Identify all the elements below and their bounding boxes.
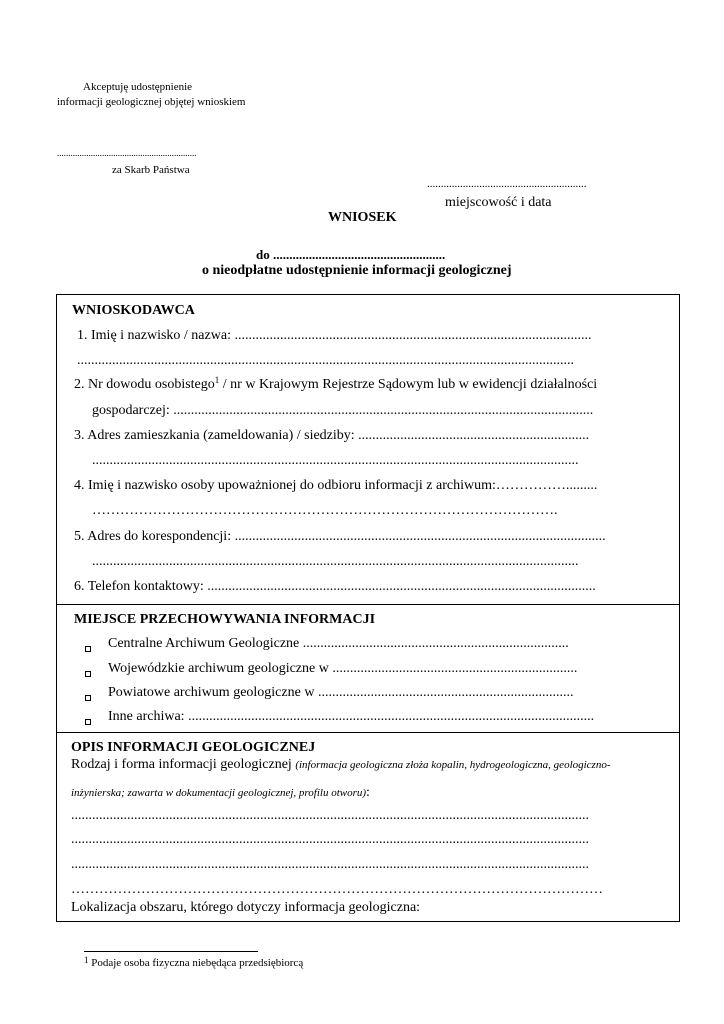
kind-form-line-3[interactable]: ....................................................................................................................................................	[71, 857, 589, 872]
checkbox-county-archive[interactable]	[85, 689, 91, 707]
authorized-person-field[interactable]: 4. Imię i nazwisko osoby upoważnionej do odbioru informacji z archiwum:…………….........	[74, 478, 598, 493]
footnote	[84, 957, 303, 969]
id-number-field[interactable]: gospodarczej: ........................................................................................................................	[92, 403, 594, 418]
description-section	[56, 732, 680, 922]
county-archive-option: Powiatowe archiwum geologiczne w .........................................................................	[108, 685, 574, 700]
address-field[interactable]: 3. Adres zamieszkania (zameldowania) / siedziby: ..................................................................	[74, 428, 590, 443]
checkbox-central-archive[interactable]	[85, 640, 91, 658]
treasury-label: za Skarb Państwa	[112, 164, 190, 176]
accept-line-1: Akceptuję udostępnienie	[83, 81, 193, 93]
place-date-field[interactable]: ..........................................................	[427, 178, 587, 190]
footnote-text: Podaje osoba fizyczna niebędąca przedsiębiorcą	[88, 957, 304, 969]
checkbox-voivodeship-archive[interactable]	[85, 665, 91, 683]
kind-form-line-4[interactable]: ……………………………………………………………………………………………………	[71, 882, 603, 897]
recipient-field[interactable]: do .....................................................	[256, 247, 446, 262]
address-field-continued[interactable]: ...........................................................................................................................................	[92, 453, 579, 468]
central-archive-option: Centralne Archiwum Geologiczne ............................................................................	[108, 636, 569, 651]
footnote-mark: 1	[84, 955, 89, 965]
authorized-person-field-continued[interactable]: ……………………………………………………………………………………….	[92, 503, 558, 518]
correspondence-address-field[interactable]: 5. Adres do korespondencji: ..........................................................................................................	[74, 529, 606, 544]
phone-field[interactable]: 6. Telefon kontaktowy: ...............................................................................................................	[74, 579, 596, 594]
correspondence-address-field-continued[interactable]: ...........................................................................................................................................	[92, 554, 579, 569]
name-field[interactable]: 1. Imię i nazwisko / nazwa: ......................................................................................................	[77, 328, 592, 343]
kind-form-line-2[interactable]: ....................................................................................................................................................	[71, 832, 589, 847]
document-title: WNIOSEK	[328, 210, 397, 225]
storage-heading: MIEJSCE PRZECHOWYWANIA INFORMACJI	[74, 612, 376, 627]
voivodeship-archive-option: Wojewódzkie archiwum geologiczne w ......................................................................	[108, 661, 578, 676]
id-number-label: 2. Nr dowodu osobistego$^1$ / nr w Krajowym Rejestrze Sądowym lub w ewidencji działalności	[74, 375, 598, 392]
kind-form-label: Rodzaj i forma informacji geologicznej (informacja geologiczna złoża kopalin, hydrogeologiczna, geologiczno-	[71, 757, 611, 772]
footnote-divider	[84, 951, 258, 952]
checkbox-other-archives[interactable]	[85, 713, 91, 731]
kind-form-hint: inżynierska; zawarta w dokumentacji geologicznej, profilu otworu):	[71, 785, 370, 800]
kind-form-line-1[interactable]: ....................................................................................................................................................	[71, 808, 589, 823]
place-date-label: miejscowość i data	[445, 195, 552, 210]
accept-line-2: informacji geologicznej objętej wnioskiem	[57, 96, 246, 108]
other-archives-option: Inne archiwa: ....................................................................................................................	[108, 709, 595, 724]
footnote-ref: 1	[214, 375, 220, 385]
applicant-section	[56, 294, 680, 605]
document-subtitle: o nieodpłatne udostępnienie informacji geologicznej	[202, 263, 512, 278]
applicant-heading: WNIOSKODAWCA	[72, 303, 195, 318]
location-label: Lokalizacja obszaru, którego dotyczy informacja geologiczna:	[71, 900, 421, 915]
storage-section	[56, 604, 680, 733]
description-heading: OPIS INFORMACJI GEOLOGICZNEJ	[71, 740, 316, 755]
name-field-continued[interactable]: ..............................................................................................................................................	[77, 353, 574, 368]
signature-field[interactable]: ..............................................................	[57, 148, 197, 158]
